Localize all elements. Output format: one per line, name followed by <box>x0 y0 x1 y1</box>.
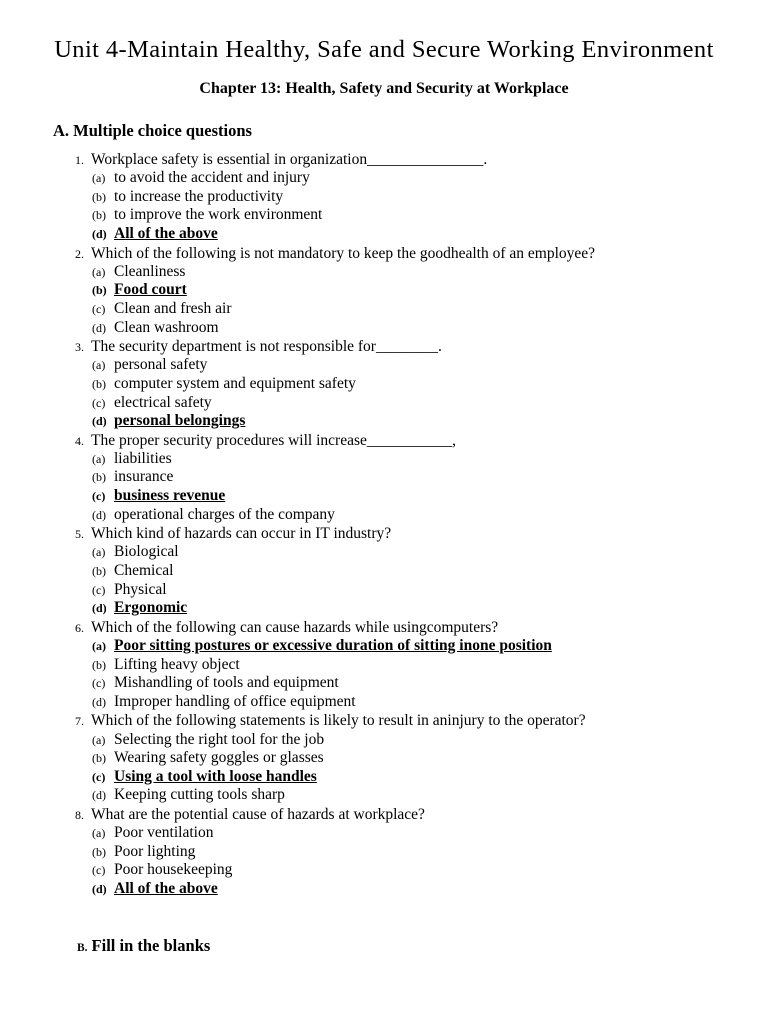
option-letter: (d) <box>92 881 107 896</box>
option-letter: (d) <box>92 601 107 616</box>
question-number: 4. <box>75 433 84 448</box>
question-3 <box>0 337 768 431</box>
option-letter: (d) <box>92 414 107 429</box>
option-text: Biological <box>114 543 179 561</box>
option-text: Poor sitting postures or excessive duration of sitting inone position <box>114 637 552 654</box>
option-a <box>0 543 768 562</box>
question-stem: The proper security procedures will increase___________, <box>91 431 456 449</box>
option-letter: (a) <box>92 264 106 279</box>
option-a <box>0 450 768 469</box>
option-text: Clean and fresh air <box>114 299 232 317</box>
option-letter: (b) <box>92 283 107 298</box>
option-d <box>0 319 768 338</box>
option-text: Poor lighting <box>114 842 196 860</box>
option-letter: (b) <box>92 208 106 223</box>
option-letter: (b) <box>92 751 106 766</box>
question-1 <box>0 150 768 244</box>
option-letter: (c) <box>92 582 106 597</box>
question-number: 3. <box>75 340 84 355</box>
question-text <box>0 150 768 169</box>
question-stem: The security department is not responsible for________. <box>91 338 442 356</box>
option-d <box>0 786 768 805</box>
option-letter: (b) <box>92 564 106 579</box>
question-2 <box>0 244 768 338</box>
option-d <box>0 412 768 431</box>
option-a <box>0 263 768 282</box>
option-b <box>0 749 768 768</box>
option-b <box>0 281 768 300</box>
option-letter: (b) <box>92 189 106 204</box>
option-d <box>0 599 768 618</box>
question-number: 2. <box>75 246 84 261</box>
option-b <box>0 562 768 581</box>
question-text <box>0 805 768 824</box>
option-text: business revenue <box>114 487 226 505</box>
option-letter: (b) <box>92 470 106 485</box>
question-text <box>0 524 768 543</box>
option-letter: (a) <box>92 639 106 653</box>
option-letter: (b) <box>92 657 106 672</box>
option-d <box>0 506 768 525</box>
option-d <box>0 225 768 244</box>
option-text: personal safety <box>114 356 208 374</box>
option-text: All of the above <box>114 879 218 897</box>
question-7 <box>0 711 768 805</box>
option-letter: (d) <box>92 788 106 803</box>
option-text: Poor housekeeping <box>114 861 233 879</box>
section-b-heading <box>77 936 210 956</box>
option-text: Food court <box>114 281 187 299</box>
option-text: to improve the work environment <box>114 206 323 224</box>
question-number: 8. <box>75 807 84 822</box>
option-text: computer system and equipment safety <box>114 374 356 392</box>
section-b-number: B. <box>77 942 88 954</box>
question-text <box>0 618 768 637</box>
option-c <box>0 394 768 413</box>
option-text: Cleanliness <box>114 262 186 280</box>
option-text: Physical <box>114 580 167 598</box>
option-c <box>0 768 768 787</box>
question-stem: Which of the following can cause hazards while usingcomputers? <box>91 618 499 636</box>
option-letter: (d) <box>92 507 106 522</box>
question-text <box>0 244 768 263</box>
option-b <box>0 375 768 394</box>
option-a <box>0 824 768 843</box>
option-a <box>0 356 768 375</box>
option-text: Selecting the right tool for the job <box>114 730 325 748</box>
question-text <box>0 711 768 730</box>
option-text: operational charges of the company <box>114 505 335 523</box>
option-letter: (a) <box>92 732 106 747</box>
option-b <box>0 656 768 675</box>
option-letter: (d) <box>92 226 107 241</box>
option-b <box>0 188 768 207</box>
section-a-heading: A. Multiple choice questions <box>53 121 252 140</box>
option-text: Keeping cutting tools sharp <box>114 786 285 804</box>
section-b-title: Fill in the blanks <box>91 936 211 955</box>
option-text: Improper handling of office equipment <box>114 692 356 710</box>
question-4 <box>0 431 768 525</box>
option-a <box>0 637 768 656</box>
question-stem: Which of the following statements is likely to result in aninjury to the operator? <box>91 712 586 730</box>
option-d <box>0 880 768 899</box>
option-text: to increase the productivity <box>114 187 284 205</box>
option-text: personal belongings <box>114 412 246 430</box>
option-letter: (a) <box>92 545 106 560</box>
option-letter: (b) <box>92 376 106 391</box>
option-text: Using a tool with loose handles <box>114 767 317 785</box>
question-6 <box>0 618 768 712</box>
option-c <box>0 581 768 600</box>
option-c <box>0 487 768 506</box>
question-stem: Which kind of hazards can occur in IT industry? <box>91 525 392 543</box>
option-letter: (c) <box>92 676 106 691</box>
option-c <box>0 861 768 880</box>
question-text <box>0 431 768 450</box>
question-stem: What are the potential cause of hazards at workplace? <box>91 805 425 823</box>
option-letter: (d) <box>92 320 106 335</box>
option-text: liabilities <box>114 449 172 467</box>
option-a <box>0 731 768 750</box>
option-letter: (a) <box>92 171 106 186</box>
option-letter: (a) <box>92 451 106 466</box>
option-letter: (c) <box>92 301 106 316</box>
option-text: electrical safety <box>114 393 212 411</box>
option-c <box>0 300 768 319</box>
option-text: to avoid the accident and injury <box>114 169 310 187</box>
option-text: Chemical <box>114 562 174 580</box>
option-letter: (c) <box>92 489 106 504</box>
question-stem: Workplace safety is essential in organization_______________. <box>91 151 488 168</box>
question-5 <box>0 524 768 618</box>
option-text: Clean washroom <box>114 318 219 336</box>
question-list <box>0 150 768 899</box>
question-text <box>0 337 768 356</box>
option-a <box>0 169 768 188</box>
option-text: Poor ventilation <box>114 824 214 842</box>
option-letter: (b) <box>92 844 106 859</box>
question-number: 7. <box>75 714 84 729</box>
option-letter: (d) <box>92 694 106 709</box>
question-8 <box>0 805 768 899</box>
option-text: Wearing safety goggles or glasses <box>114 749 324 767</box>
option-text: Lifting heavy object <box>114 655 240 673</box>
option-c <box>0 206 768 225</box>
option-text: Mishandling of tools and equipment <box>114 674 339 692</box>
option-letter: (c) <box>92 769 106 784</box>
option-text: insurance <box>114 468 174 486</box>
option-text: Ergonomic <box>114 599 188 617</box>
document-title: Unit 4-Maintain Healthy, Safe and Secure Working Environment <box>54 36 714 63</box>
option-c <box>0 674 768 693</box>
option-letter: (c) <box>92 863 106 878</box>
chapter-subtitle: Chapter 13: Health, Safety and Security at Workplace <box>199 80 569 97</box>
question-stem: Which of the following is not mandatory to keep the goodhealth of an employee? <box>91 244 596 262</box>
question-number: 6. <box>75 620 84 635</box>
option-letter: (c) <box>92 395 106 410</box>
option-letter: (a) <box>92 826 106 841</box>
question-number: 5. <box>75 527 84 542</box>
option-text: All of the above <box>114 224 218 242</box>
question-number: 1. <box>75 153 84 167</box>
option-d <box>0 693 768 712</box>
option-b <box>0 843 768 862</box>
option-letter: (a) <box>92 358 106 373</box>
option-b <box>0 468 768 487</box>
